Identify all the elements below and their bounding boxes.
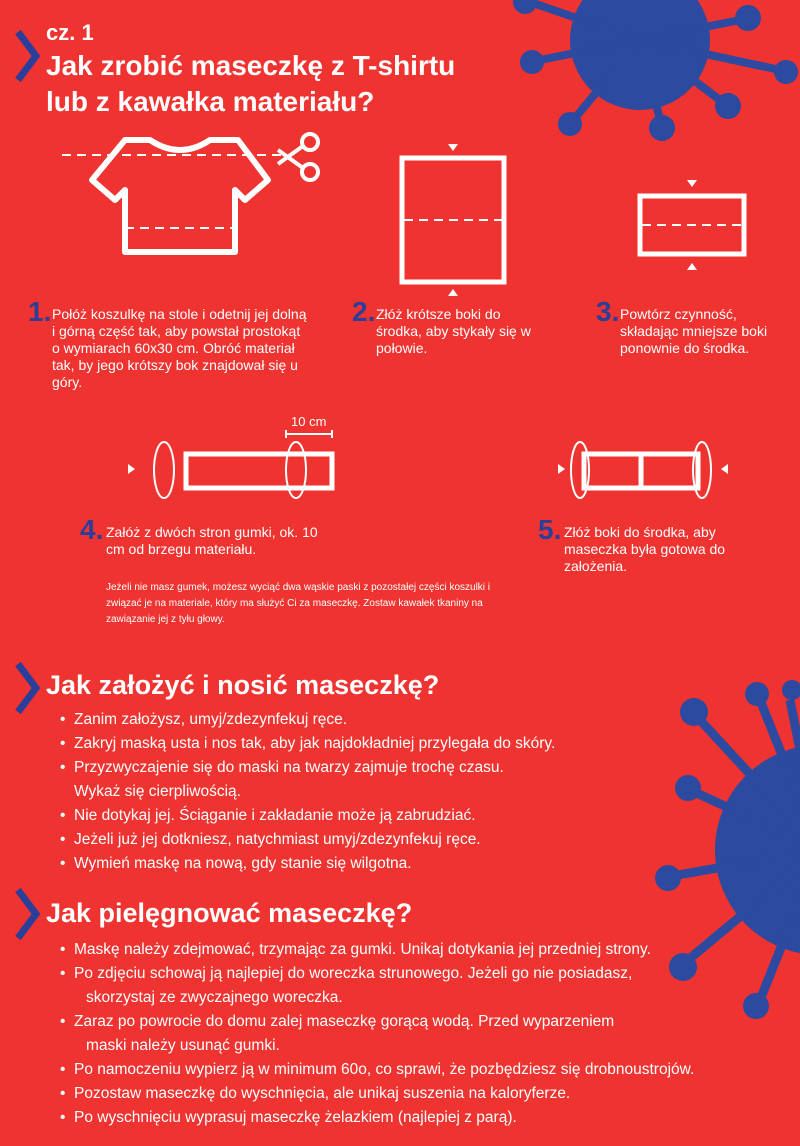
list-item: • Maskę należy zdejmować, trzymając za gumki. Unikaj dotykania jej przedniej strony. <box>60 938 780 962</box>
step-4-number: 4. <box>80 514 104 545</box>
list-item: • Wymień maskę na nową, gdy stanie się wilgotna. <box>60 852 740 876</box>
step-2-number: 2. <box>352 296 376 327</box>
part-label: cz. 1 <box>46 20 94 45</box>
list-item: • Jeżeli już jej dotkniesz, natychmiast umyj/zdezynfekuj ręce. <box>60 828 740 852</box>
elastic-note: Jeżeli nie masz gumek, możesz wyciąć dwa wąskie paski z pozostałej części koszulki i związać je na materiale, który ma służyć Ci za maseczkę. Zostaw kawałek tkaniny na zawiązanie jej z tyłu głowy. <box>106 582 491 625</box>
fold-half-icon <box>390 140 530 310</box>
section-wear-title: Jak założyć i nosić maseczkę? <box>46 670 440 700</box>
list-item: • Zaraz po powrocie do domu zalej maseczkę gorącą wodą. Przed wyparzeniem <box>60 1010 780 1034</box>
fold-again-icon <box>630 176 760 276</box>
list-item: • Zakryj maską usta i nos tak, aby jak najdokładniej przylegała do skóry. <box>60 732 740 756</box>
list-item: • Przyzwyczajenie się do maski na twarzy zajmuje trochę czasu. <box>60 756 740 780</box>
finished-mask-icon <box>552 430 732 520</box>
step-5-number: 5. <box>538 514 562 545</box>
list-item: • Po namoczeniu wypierz ją w minimum 60o, co sprawi, że pozbędziesz się drobnoustrojów. <box>60 1058 780 1082</box>
list-item: • Pozostaw maseczkę do wyschnięcia, ale unikaj suszenia na kaloryferze. <box>60 1082 780 1106</box>
elastic-band-icon <box>124 430 364 520</box>
measure-label: 10 cm <box>291 414 327 429</box>
chevron-right-icon <box>12 660 40 704</box>
step-4-text: Załóż z dwóch stron gumki, ok. 10 cm od brzegu materiału. <box>106 524 318 557</box>
step-1-text: Połóż koszulkę na stole i odetnij jej dolną i górną część tak, aby powstał prostokąt o wymiarach 60x30 cm. Obróć materiał tak, by jego krótszy bok znajdował się u góry. <box>52 306 307 390</box>
list-item-continuation: skorzystaj ze zwyczajnego woreczka. <box>86 989 343 1006</box>
step-1-number: 1. <box>28 296 52 327</box>
list-item: • Po wyschnięciu wyprasuj maseczkę żelazkiem (najlepiej z parą). <box>60 1106 780 1130</box>
list-item: • Nie dotykaj jej. Ściąganie i zakładanie może ją zabrudziać. <box>60 804 740 828</box>
chevron-right-icon <box>12 886 40 930</box>
scissors-icon <box>272 132 332 192</box>
step-5-text: Złóż boki do środka, aby maseczka była gotowa do założenia. <box>564 524 726 574</box>
section-care-title: Jak pielęgnować maseczkę? <box>46 898 413 928</box>
section-care-list <box>60 938 780 1130</box>
page-title-line2: lub z kawałka materiału? <box>46 86 375 117</box>
list-item: • Zanim założysz, umyj/zdezynfekuj ręce. <box>60 708 740 732</box>
list-item-continuation: maski należy usunąć gumki. <box>86 1037 280 1054</box>
section-wear-list <box>60 708 740 876</box>
step-3-text: Powtórz czynność, składając mniejsze boki ponownie do środka. <box>620 306 768 356</box>
step-2-text: Złóż krótsze boki do środka, aby stykały się w połowie. <box>376 306 531 356</box>
step-3-number: 3. <box>596 296 620 327</box>
list-item-continuation: Wykaż się cierpliwością. <box>74 783 241 800</box>
page-title-line1: Jak zrobić maseczkę z T-shirtu <box>46 50 456 81</box>
list-item: • Po zdjęciu schowaj ją najlepiej do woreczka strunowego. Jeżeli go nie posiadasz, <box>60 962 780 986</box>
